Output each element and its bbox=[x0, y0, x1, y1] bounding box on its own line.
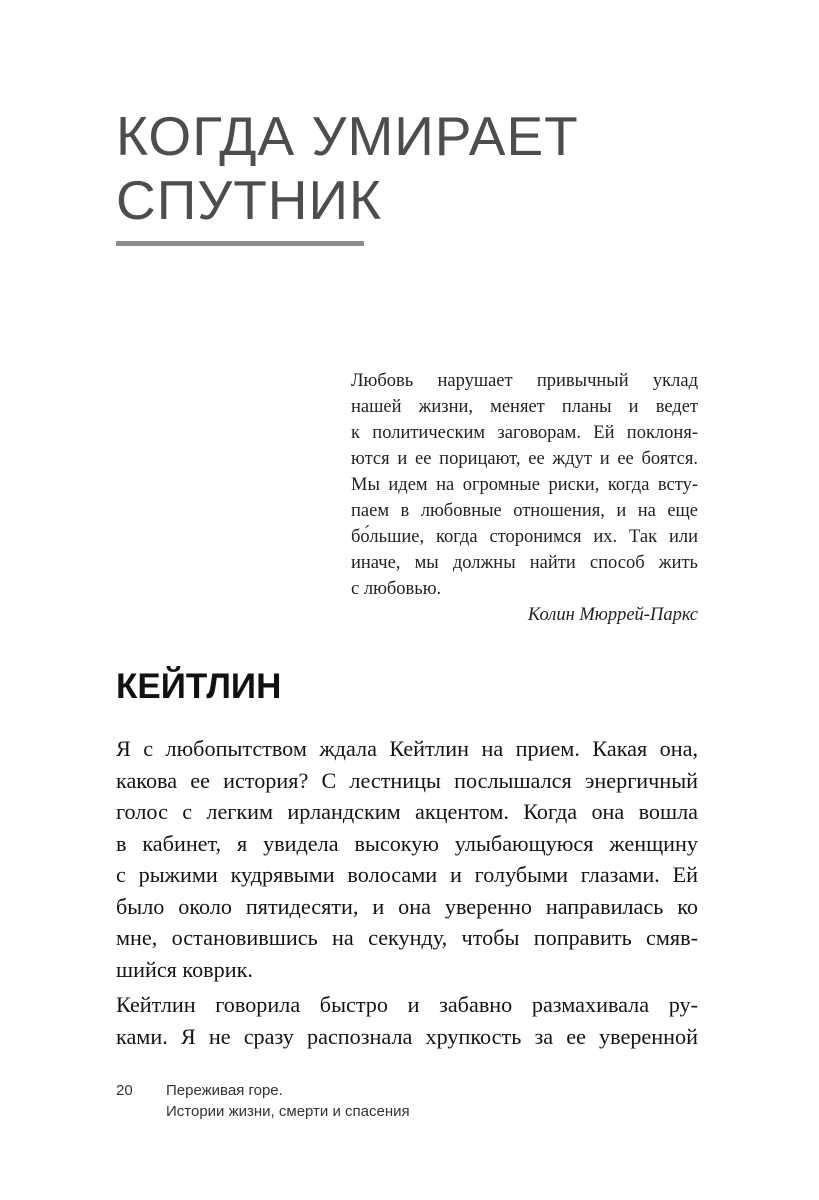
epigraph-line: ются и ее порицают, ее ждут и ее боятся. bbox=[351, 449, 698, 469]
epigraph-line: иначе, мы должны найти способ жить bbox=[351, 553, 698, 573]
chapter-title bbox=[116, 104, 736, 232]
running-title-line-2: Истории жизни, смерти и спасения bbox=[166, 1103, 410, 1120]
running-title-line-1: Переживая горе. bbox=[166, 1082, 283, 1099]
epigraph-line: паем в любовные отношения, и на еще bbox=[351, 501, 698, 521]
paragraph-line: голос с легким ирландским акцентом. Когда она вошла bbox=[116, 799, 698, 824]
section-heading: КЕЙТЛИН bbox=[116, 667, 282, 706]
paragraph-line: Кейтлин говорила быстро и забавно размахивала ру- bbox=[116, 992, 698, 1017]
epigraph-line: Мы идем на огромные риски, когда всту- bbox=[351, 475, 698, 495]
epigraph-line: с любовью. bbox=[351, 579, 442, 599]
paragraph-line: мне, остановившись на секунду, чтобы поправить смяв- bbox=[116, 925, 698, 950]
paragraph-line: шийся коврик. bbox=[116, 956, 253, 982]
epigraph bbox=[351, 368, 698, 628]
paragraph-line: в кабинет, я увидела высокую улыбающуюся женщину bbox=[116, 830, 698, 856]
paragraph-line: Я с любопытством ждала Кейтлин на прием. Какая она, bbox=[116, 736, 698, 761]
paragraph bbox=[116, 989, 698, 1052]
chapter-title-line-2: СПУТНИК bbox=[116, 169, 383, 231]
title-underline bbox=[116, 241, 364, 246]
paragraph bbox=[116, 733, 698, 985]
paragraph-line: с рыжими кудрявыми волосами и голубыми глазами. Ей bbox=[116, 862, 698, 887]
paragraph-line: ками. Я не сразу распознала хрупкость за ее уверенной bbox=[116, 1023, 698, 1049]
running-title bbox=[166, 1080, 410, 1122]
epigraph-author: Колин Мюррей-Паркс bbox=[527, 605, 698, 625]
chapter-title-line-1: КОГДА УМИРАЕТ bbox=[116, 105, 579, 167]
epigraph-line: бо́льшие, когда сторонимся их. Так или bbox=[351, 527, 698, 547]
epigraph-line: к политическим заговорам. Ей поклоня- bbox=[351, 423, 698, 443]
page-number: 20 bbox=[116, 1082, 133, 1099]
epigraph-line: нашей жизни, меняет планы и ведет bbox=[351, 397, 698, 417]
paragraph-line: какова ее история? С лестницы послышался энергичный bbox=[116, 767, 698, 793]
epigraph-line: Любовь нарушает привычный уклад bbox=[351, 371, 698, 391]
paragraph-line: было около пятидесяти, и она уверенно направилась ко bbox=[116, 893, 698, 919]
